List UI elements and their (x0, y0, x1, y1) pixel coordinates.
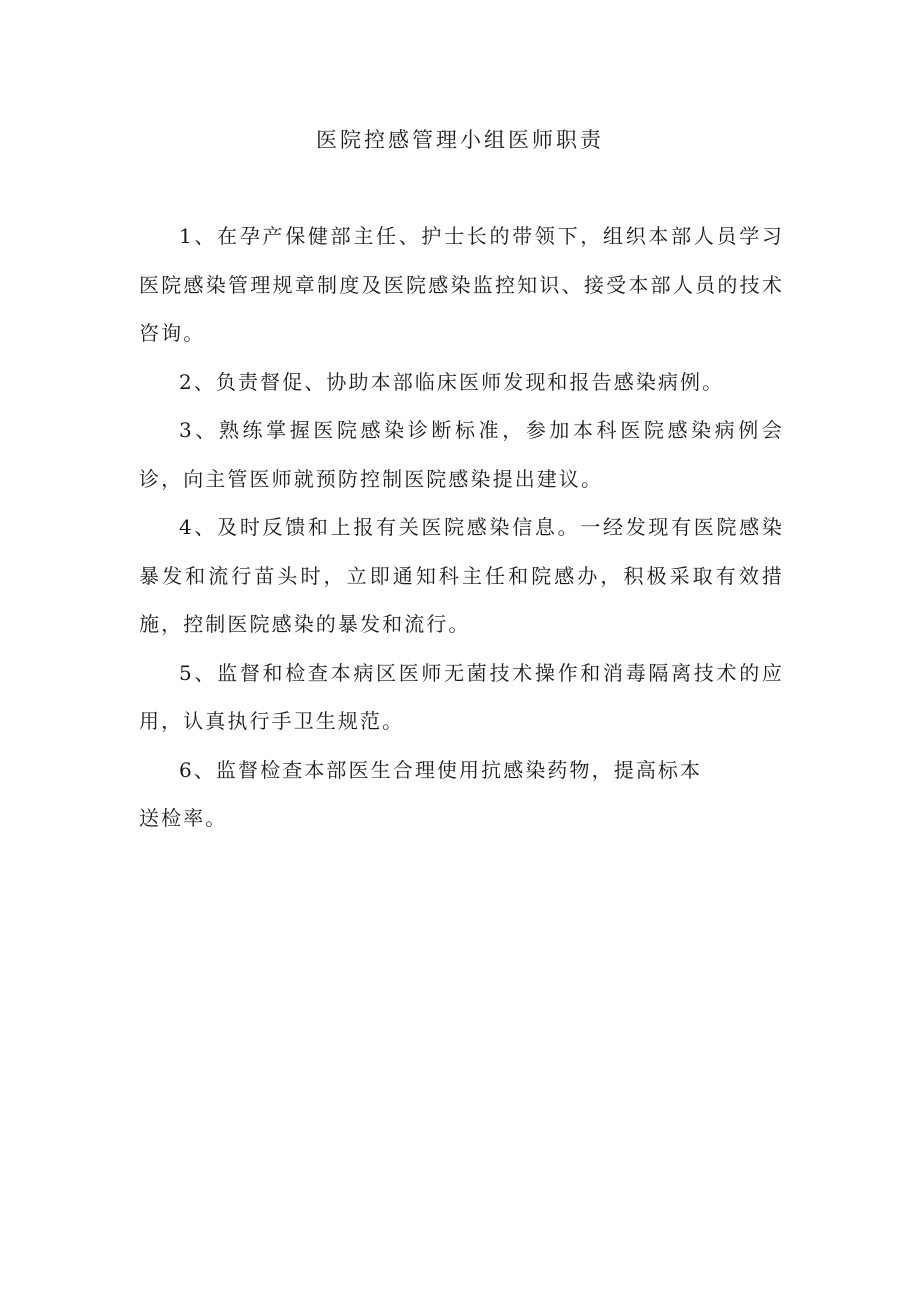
duty-item-5: 5、监督和检查本病区医师无菌技术操作和消毒隔离技术的应用，认真执行手卫生规范。 (139, 660, 784, 733)
duty-item-1: 1、在孕产保健部主任、护士长的带领下，组织本部人员学习医院感染管理规章制度及医院感染监控知识、接受本部人员的技术咨询。 (139, 224, 784, 345)
duty-item-6 (139, 746, 784, 843)
document-title: 医院控感管理小组医师职责 (316, 128, 604, 152)
duty-item-4: 4、及时反馈和上报有关医院感染信息。一经发现有医院感染暴发和流行苗头时，立即通知科主任和院感办，积极采取有效措施，控制医院感染的暴发和流行。 (139, 515, 784, 636)
duty-item-2: 2、负责督促、协助本部临床医师发现和报告感染病例。 (179, 369, 725, 394)
duty-item-3: 3、熟练掌握医院感染诊断标准，参加本科医院感染病例会诊，向主管医师就预防控制医院感染提出建议。 (139, 418, 784, 491)
duty-item-6-line-2: 送检率。 (139, 806, 228, 830)
duty-item-6-line-1: 6、监督检查本部医生合理使用抗感染药物，提高标本 (179, 757, 703, 782)
document-body (139, 212, 784, 843)
